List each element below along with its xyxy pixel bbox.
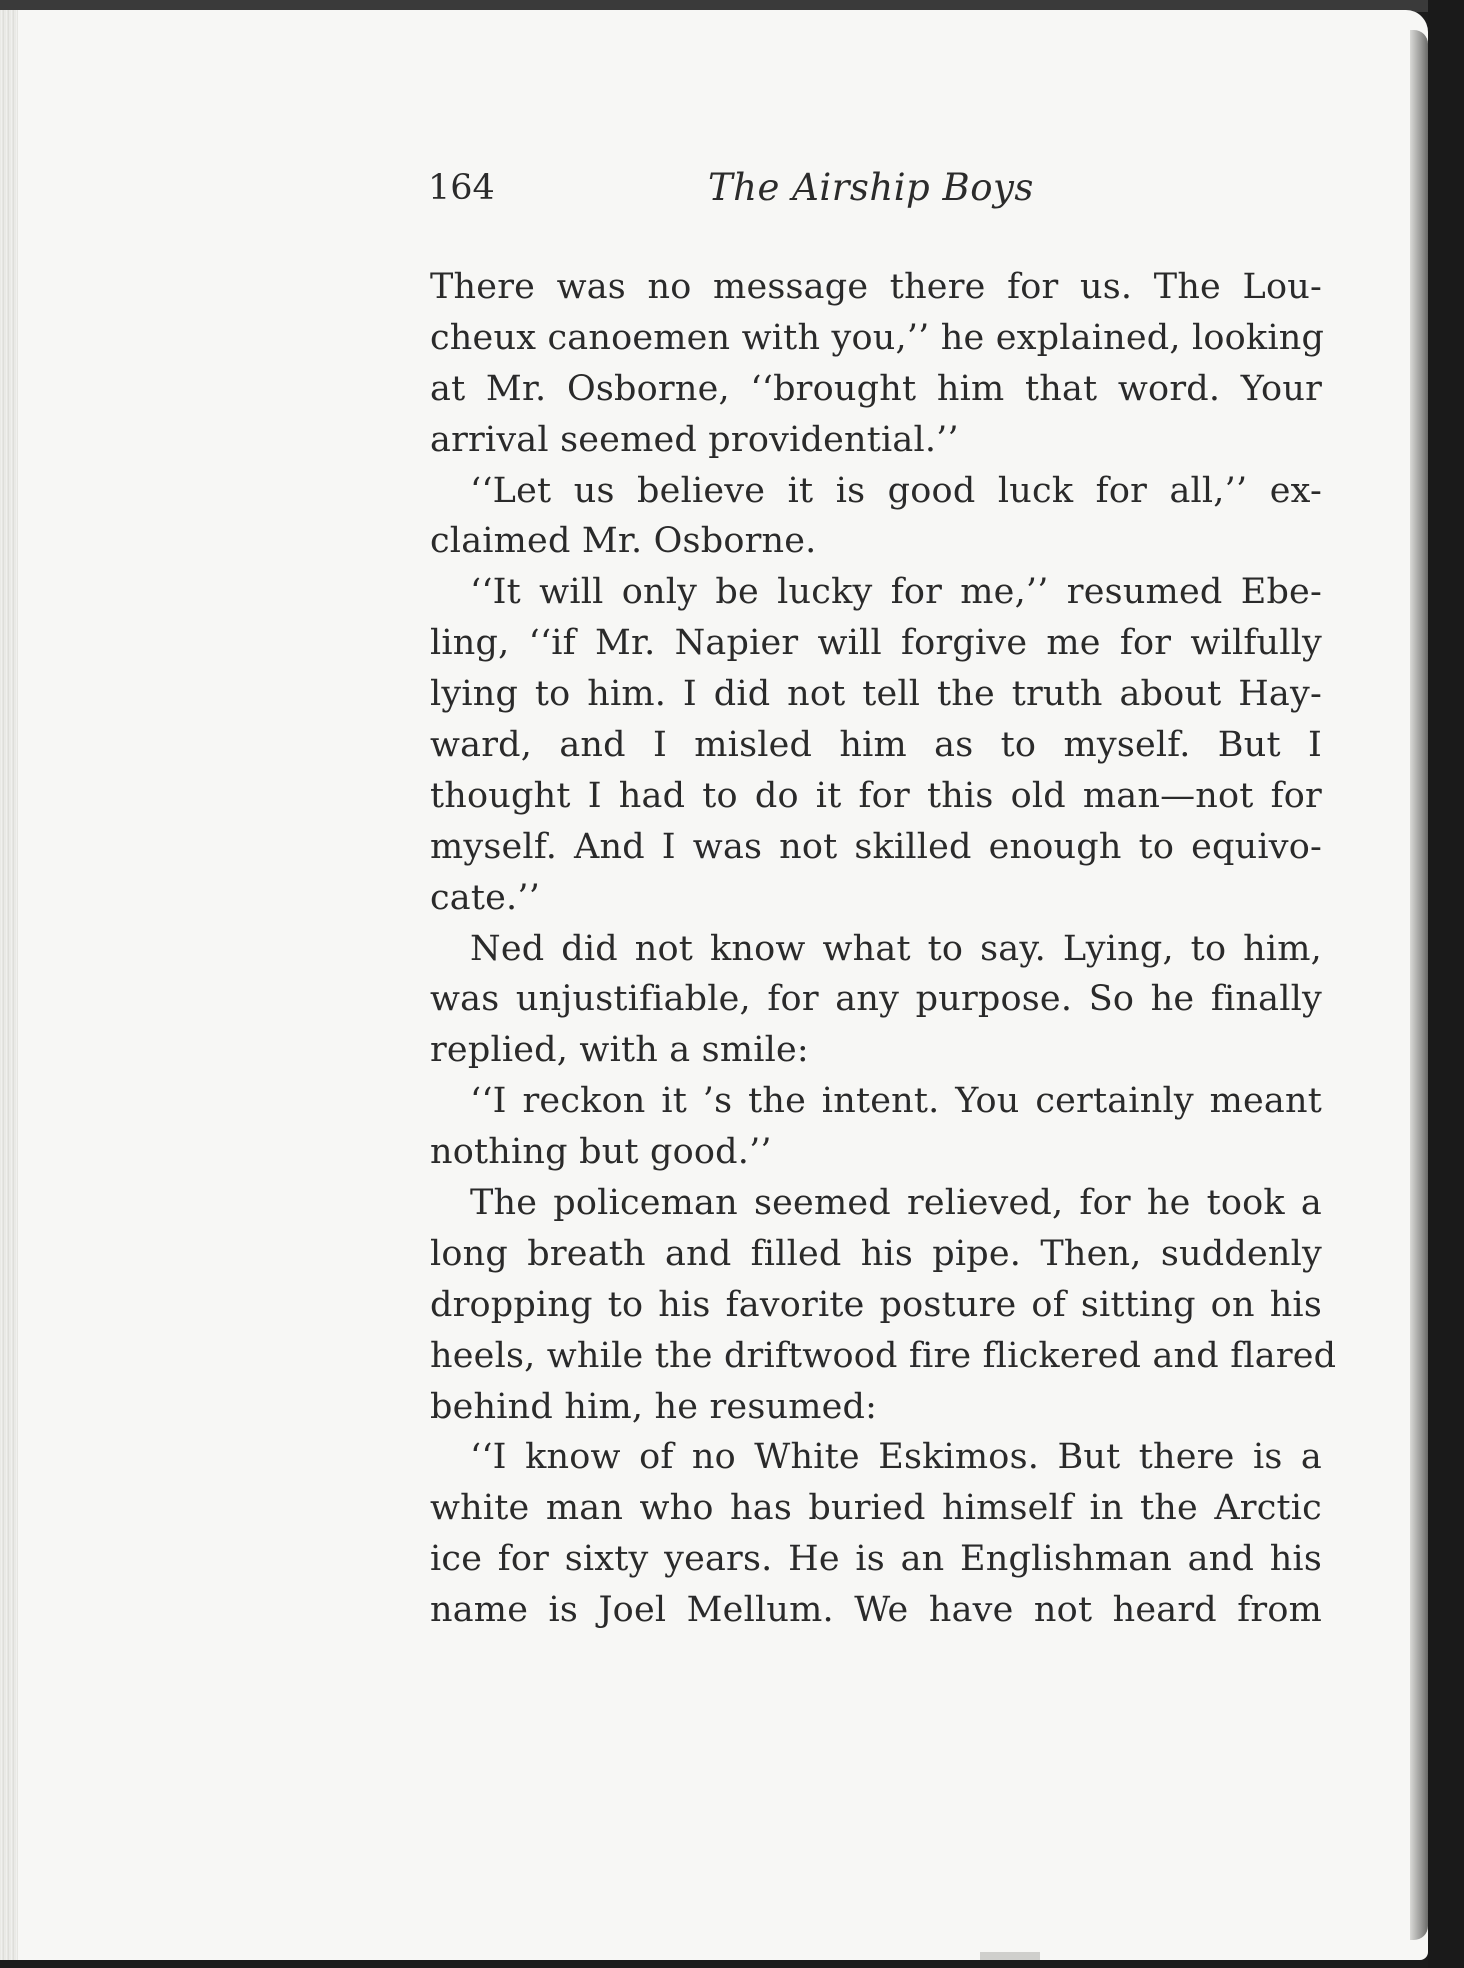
- scanner-background: [1428, 0, 1464, 1968]
- body-text: [430, 262, 1337, 1636]
- text-line: ice for sixty years. He is an Englishman and his: [430, 1539, 1322, 1580]
- text-line: ‘‘I know of no White Eskimos. But there is a: [470, 1437, 1322, 1478]
- scan-artifact: [980, 1952, 1040, 1960]
- text-line: The policeman seemed relieved, for he took a: [470, 1183, 1322, 1224]
- text-line: cheux canoemen with you,’’ he explained, looking: [430, 317, 1325, 358]
- running-title: The Airship Boys: [708, 166, 1034, 209]
- text-line: white man who has buried himself in the Arctic: [430, 1488, 1322, 1529]
- text-line: ward, and I misled him as to myself. But I: [430, 725, 1322, 766]
- text-line: ‘‘Let us believe it is good luck for all,’’ ex-: [470, 470, 1322, 511]
- text-line: cate.’’: [430, 877, 541, 918]
- text-line: nothing but good.’’: [430, 1132, 772, 1173]
- text-line: ‘‘It will only be lucky for me,’’ resumed Ebe-: [470, 572, 1322, 613]
- text-line: replied, with a smile:: [430, 1030, 809, 1071]
- text-line: long breath and filled his pipe. Then, suddenly: [430, 1233, 1322, 1274]
- book-right-edge: [1410, 30, 1428, 1940]
- text-line: ling, ‘‘if Mr. Napier will forgive me for wilfully: [430, 623, 1322, 664]
- running-header: [428, 168, 1328, 228]
- text-line: was unjustifiable, for any purpose. So he finally: [430, 979, 1322, 1020]
- text-line: There was no message there for us. The Lou-: [430, 267, 1322, 307]
- text-line: ‘‘I reckon it ’s the intent. You certainly meant: [470, 1081, 1322, 1122]
- text-line: name is Joel Mellum. We have not heard from: [430, 1590, 1322, 1631]
- text-line: Ned did not know what to say. Lying, to him,: [470, 928, 1322, 969]
- book-page-edges: [0, 10, 18, 1960]
- text-line: myself. And I was not skilled enough to equivo-: [430, 826, 1322, 867]
- text-line: thought I had to do it for this old man—not for: [430, 775, 1322, 816]
- text-line: dropping to his favorite posture of sitting on his: [430, 1284, 1322, 1325]
- text-line: claimed Mr. Osborne.: [430, 521, 817, 562]
- text-line: heels, while the driftwood fire flickered and flared: [430, 1335, 1337, 1376]
- page-number: 164: [428, 168, 495, 208]
- text-line: arrival seemed providential.’’: [430, 419, 959, 460]
- text-line: lying to him. I did not tell the truth about Hay-: [430, 674, 1322, 715]
- text-line: behind him, he resumed:: [430, 1386, 878, 1427]
- text-line: at Mr. Osborne, ‘‘brought him that word. Your: [430, 368, 1322, 409]
